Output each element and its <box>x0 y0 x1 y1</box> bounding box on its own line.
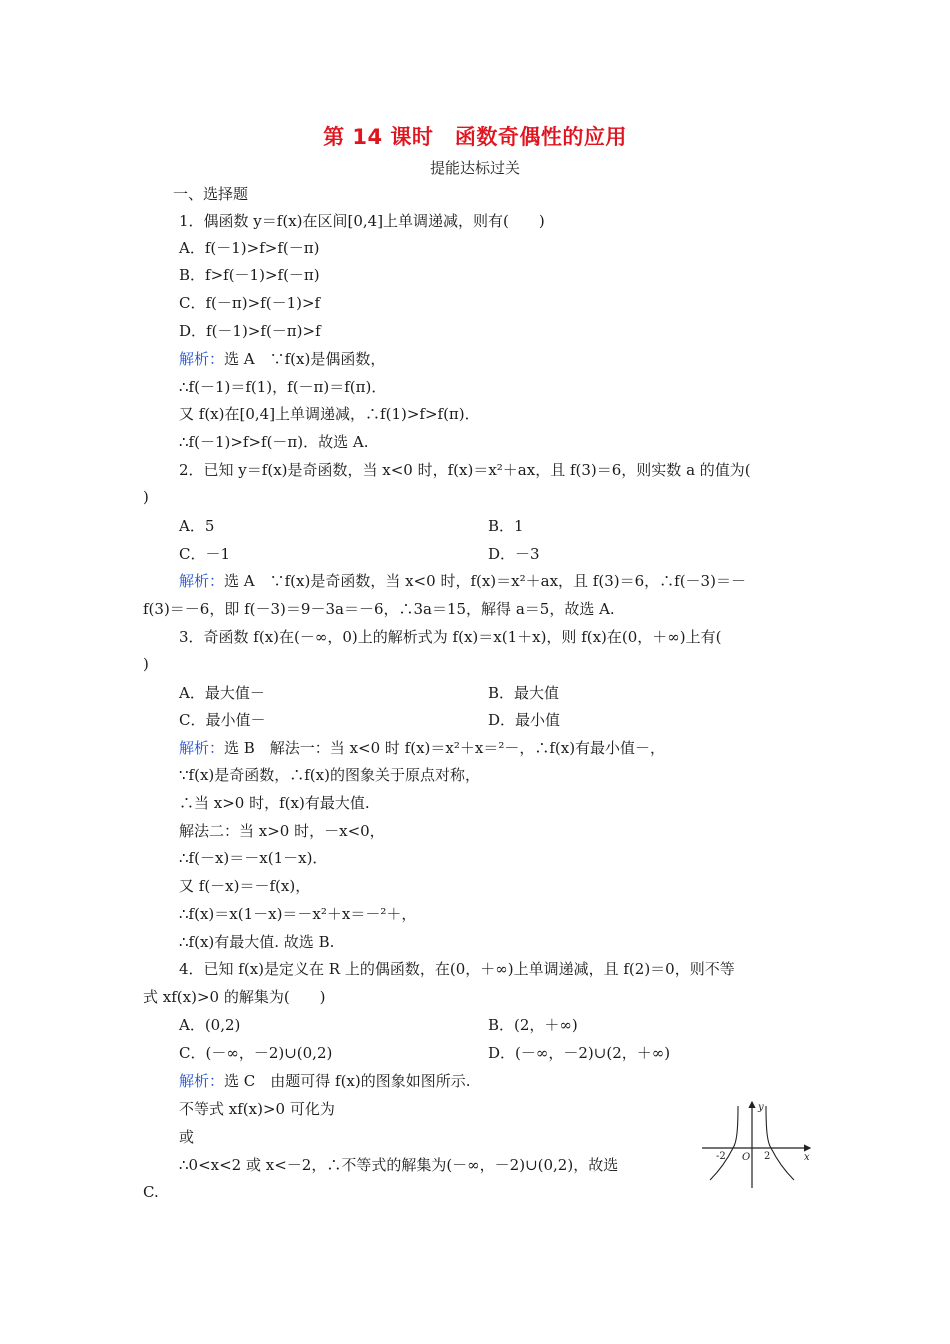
q1-option-d: D．f(－1)>f(－π)>f <box>179 322 321 340</box>
section-heading: 一、选择题 <box>173 185 249 203</box>
q4-analysis-line-5: C. <box>143 1183 159 1201</box>
q1-analysis-line-3: 又 f(x)在[0,4]上单调递减，∴f(1)>f>f(π)． <box>179 405 480 423</box>
analysis-label: 解析： <box>179 739 225 757</box>
q4-analysis-line-3: 或 <box>179 1128 195 1146</box>
tick-label-neg2: -2 <box>716 1151 726 1162</box>
y-axis-label: y <box>758 1102 764 1113</box>
q3-option-a: A．最大值－ <box>179 684 265 702</box>
tick-label-2: 2 <box>764 1151 771 1162</box>
function-graph-figure <box>700 1098 816 1190</box>
q4-option-b: B．(2，＋∞) <box>488 1016 578 1034</box>
q3-analysis-line-2: ∵f(x)是奇函数，∴f(x)的图象关于原点对称， <box>179 766 480 784</box>
q3-analysis-line-5: ∴f(－x)＝－x(1－x)． <box>179 849 328 867</box>
q3-analysis-line-3: ∴当 x>0 时，f(x)有最大值. <box>179 794 370 812</box>
q1-option-c: C．f(－π)>f(－1)>f <box>179 294 321 312</box>
q4-option-d: D．(－∞，－2)∪(2，＋∞) <box>488 1044 671 1062</box>
q1-stem: 1．偶函数 y＝f(x)在区间[0,4]上单调递减，则有( ) <box>179 212 545 230</box>
q1-analysis-line-2: ∴f(－1)＝f(1)，f(－π)＝f(π)． <box>179 378 387 396</box>
origin-label: O <box>742 1152 751 1163</box>
q2-stem-line-1: 2．已知 y＝f(x)是奇函数，当 x<0 时，f(x)＝x²＋ax，且 f(3)＝6，则实数 a 的值为( <box>179 461 751 479</box>
q1-analysis-line-4: ∴f(－1)>f>f(－π)．故选 A. <box>179 433 369 451</box>
q4-analysis <box>179 1071 471 1091</box>
analysis-label: 解析： <box>179 350 225 368</box>
curve-right <box>766 1106 794 1180</box>
q2-analysis-line-1: 选 A ∵f(x)是奇函数，当 x<0 时，f(x)＝x²＋ax，且 f(3)＝6，∴f(－3)＝－ <box>224 572 746 590</box>
q2-option-d: D．－3 <box>488 545 540 563</box>
q4-analysis-line-1: 选 C 由题可得 f(x)的图象如图所示. <box>224 1072 471 1090</box>
q3-analysis-line-8: ∴f(x)有最大值. 故选 B. <box>179 933 335 951</box>
q3-analysis-line-6: 又 f(－x)＝－f(x)， <box>179 877 311 895</box>
analysis-label: 解析： <box>179 572 225 590</box>
page-subtitle: 提能达标过关 <box>429 159 520 177</box>
q3-option-d: D．最小值 <box>488 711 561 729</box>
q1-option-a: A．f(－1)>f>f(－π) <box>179 239 320 257</box>
q2-option-c: C．－1 <box>179 545 231 563</box>
q4-analysis-line-2: 不等式 xf(x)>0 可化为 <box>179 1100 335 1118</box>
q4-option-a: A．(0,2) <box>179 1016 241 1034</box>
q3-analysis-line-1: 选 B 解法一：当 x<0 时 f(x)＝x²＋x＝²－，∴f(x)有最小值－， <box>224 739 666 757</box>
q4-stem-line-1: 4．已知 f(x)是定义在 R 上的偶函数，在(0，＋∞)上单调递减，且 f(2)＝0，则不等 <box>179 960 735 978</box>
q3-analysis-line-7: ∴f(x)＝x(1－x)＝－x²＋x＝－²＋， <box>179 905 417 923</box>
q2-option-b: B．1 <box>488 517 524 535</box>
q4-stem-line-2: 式 xf(x)>0 的解集为( ) <box>143 988 326 1006</box>
q1-analysis-line-1: 选 A ∵f(x)是偶函数， <box>224 350 386 368</box>
q2-analysis <box>179 571 746 591</box>
curve-left <box>710 1106 738 1180</box>
q2-stem-line-2: ) <box>143 488 149 506</box>
q2-analysis-line-2: f(3)＝－6，即 f(－3)＝9－3a＝－6，∴3a＝15，解得 a＝5，故选 A. <box>143 600 615 618</box>
q1-option-b: B．f>f(－1)>f(－π) <box>179 266 320 284</box>
q3-analysis <box>179 738 665 758</box>
analysis-label: 解析： <box>179 1072 225 1090</box>
q4-option-c: C．(－∞，－2)∪(0,2) <box>179 1044 333 1062</box>
q4-analysis-line-4: ∴0<x<2 或 x<－2，∴不等式的解集为(－∞，－2)∪(0,2)，故选 <box>179 1156 619 1174</box>
q3-option-c: C．最小值－ <box>179 711 266 729</box>
q3-stem-line-1: 3．奇函数 f(x)在(－∞，0)上的解析式为 f(x)＝x(1＋x)，则 f(x)在(0，＋∞)上有( <box>179 628 722 646</box>
x-axis-label: x <box>804 1152 810 1163</box>
page-title: 第 14 课时 函数奇偶性的应用 <box>323 125 627 149</box>
q3-analysis-line-4: 解法二：当 x>0 时，－x<0， <box>179 822 385 840</box>
q3-stem-line-2: ) <box>143 655 149 673</box>
q3-option-b: B．最大值 <box>488 684 560 702</box>
q1-analysis <box>179 349 385 369</box>
q2-option-a: A．5 <box>179 517 215 535</box>
